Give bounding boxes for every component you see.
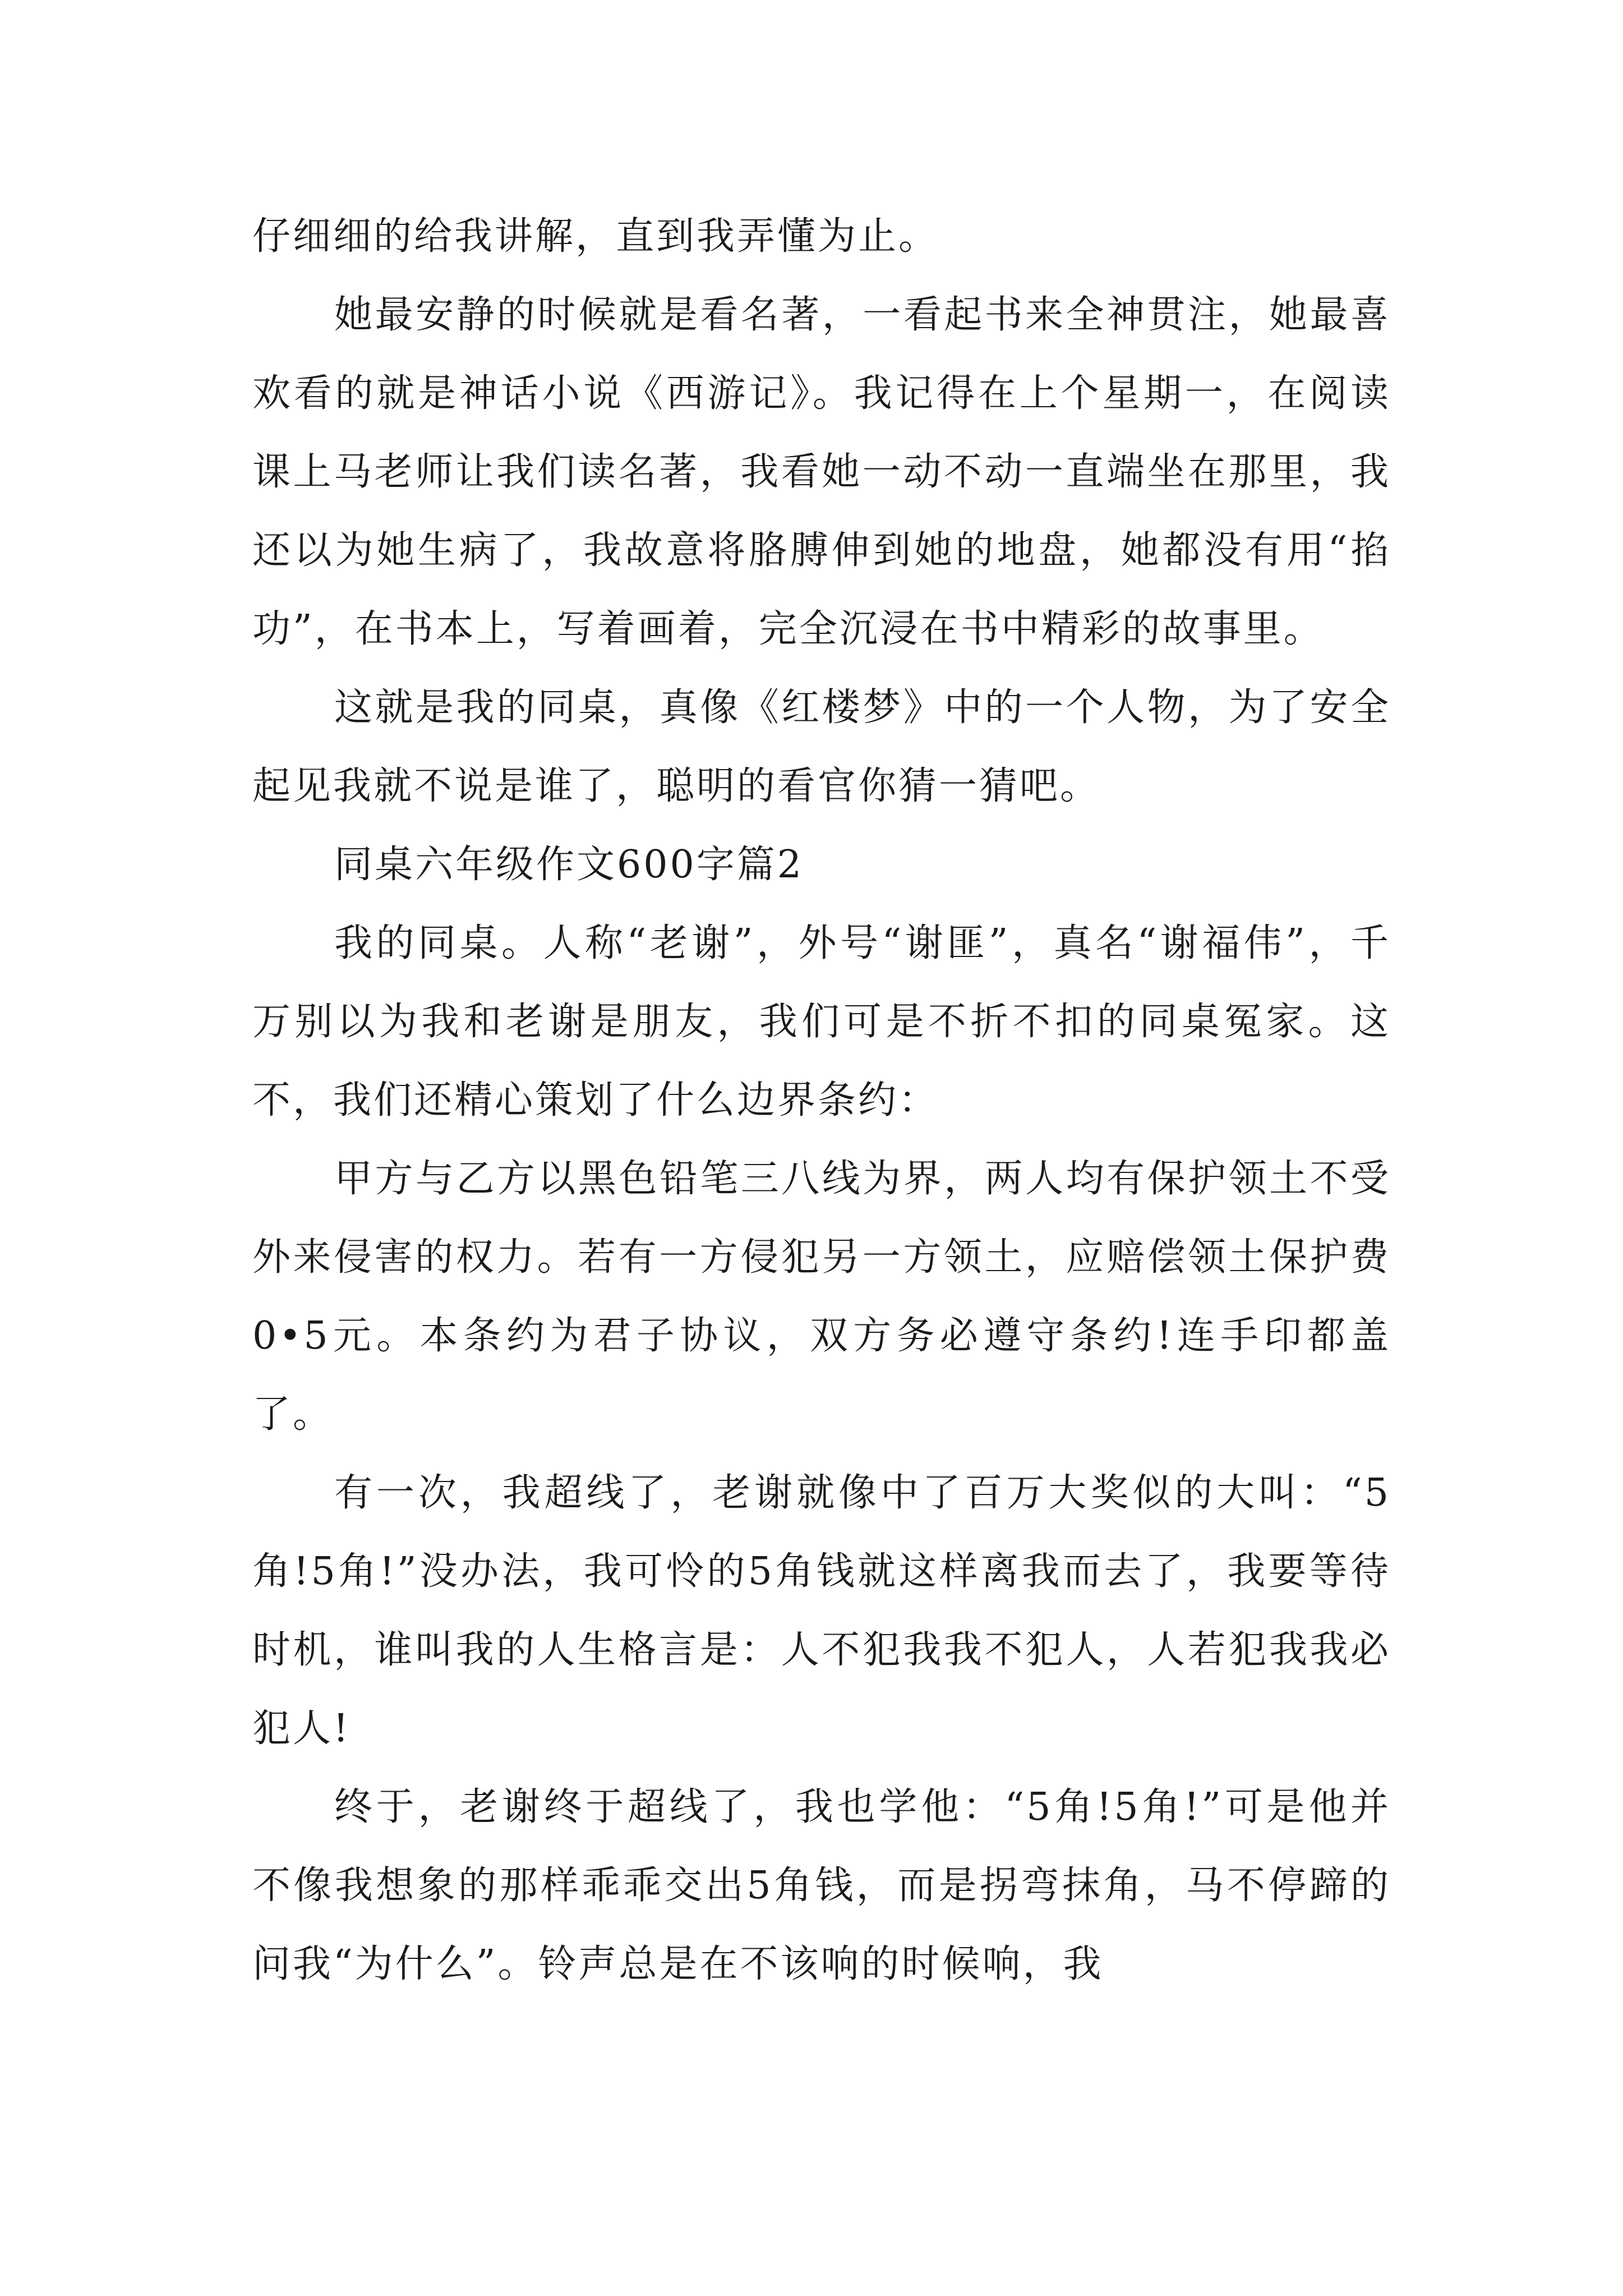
paragraph-6: 有一次，我超线了，老谢就像中了百万大奖似的大叫：“5角!5角!”没办法，我可怜的5角钱就这样离我而去了，我要等待时机，谁叫我的人生格言是：人不犯我我不犯人，人若犯我我必犯人! xyxy=(252,1471,1391,1751)
paragraph-7: 终于，老谢终于超线了，我也学他：“5角!5角!”可是他并不像我想象的那样乖乖交出5角钱，而是拐弯抹角，马不停蹄的问我“为什么”。铃声总是在不该响的时候响，我 xyxy=(252,1785,1391,1986)
paragraph-1: 仔细细的给我讲解，直到我弄懂为止。 xyxy=(252,214,939,259)
document-body xyxy=(252,197,1391,2004)
paragraph-2: 她最安静的时候就是看名著，一看起书来全神贯注，她最喜欢看的就是神话小说《西游记》。我记得在上个星期一，在阅读课上马老师让我们读名著，我看她一动不动一直端坐在那里，我还以为她生病了，我故意将胳膊伸到她的地盘，她都没有用“掐功”，在书本上，写着画着，完全沉浸在书中精彩的故事里。 xyxy=(252,293,1391,651)
paragraph-4: 我的同桌。人称“老谢”，外号“谢匪”，真名“谢福伟”，千万别以为我和老谢是朋友，我们可是不折不扣的同桌冤家。这不，我们还精心策划了什么边界条约： xyxy=(252,921,1391,1122)
section-heading: 同桌六年级作文600字篇2 xyxy=(334,843,804,887)
paragraph-3: 这就是我的同桌，真像《红楼梦》中的一个人物，为了安全起见我就不说是谁了，聪明的看官你猜一猜吧。 xyxy=(252,685,1391,808)
paragraph-5: 甲方与乙方以黑色铅笔三八线为界，两人均有保护领土不受外来侵害的权力。若有一方侵犯另一方领土，应赔偿领土保护费0•5元。本条约为君子协议，双方务必遵守条约!连手印都盖了。 xyxy=(252,1157,1391,1437)
